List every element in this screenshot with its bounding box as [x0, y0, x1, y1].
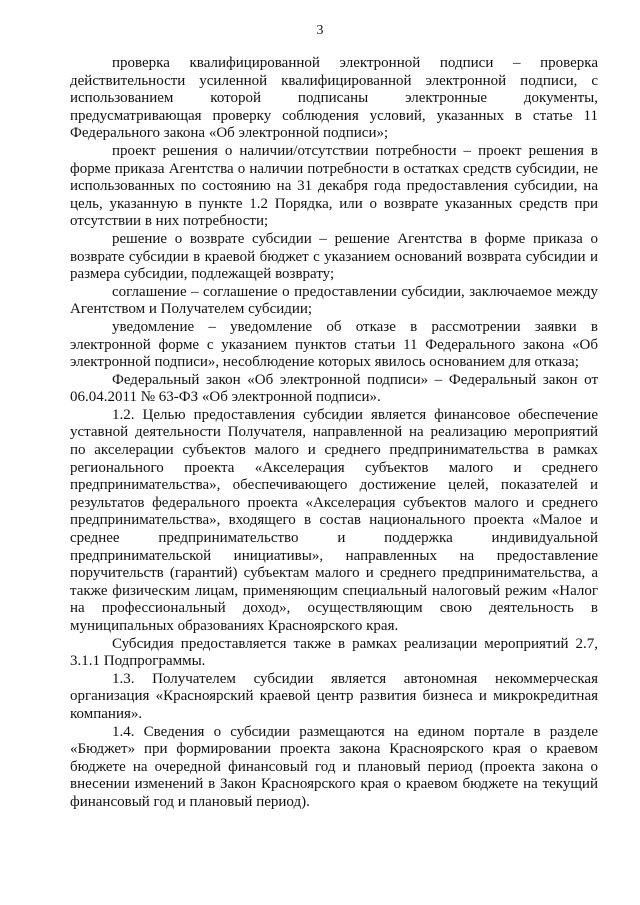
paragraph-definition-federal-law: Федеральный закон «Об электронной подписи» – Федеральный закон от 06.04.2011 № 63-ФЗ «Об электронной подписи».: [70, 371, 598, 406]
paragraph-definition-draft-decision: проект решения о наличии/отсутствии потребности – проект решения в форме приказа Агентства о наличии потребности в остатках средств субсидии, не использованных по состоянию на 31 декабря года предоставления субсидии, на цель, указанную в пункте 1.2 Порядка, или о возврате указанных средств при отсутствии в них потребности;: [70, 142, 598, 230]
paragraph-1-4: 1.4. Сведения о субсидии размещаются на едином портале в разделе «Бюджет» при формировании проекта закона Красноярского края о краевом бюджете на очередной финансовый год и плановый период (проекта закона о внесении изменений в Закон Красноярского края о краевом бюджете на текущий финансовый год и плановый период).: [70, 723, 598, 810]
paragraph-definition-notification: уведомление – уведомление об отказе в рассмотрении заявки в электронной форме с указанием пунктов статьи 11 Федерального закона «Об электронной подписи», несоблюдение которых явилось основанием для отказа;: [70, 318, 598, 371]
paragraph-definition-return-decision: решение о возврате субсидии – решение Агентства в форме приказа о возврате субсидии в краевой бюджет с указанием оснований возврата субсидии и размера субсидии, подлежащей возврату;: [70, 230, 598, 283]
paragraph-subsidy-measures: Субсидия предоставляется также в рамках реализации мероприятий 2.7, 3.1.1 Подпрограммы.: [70, 635, 598, 670]
page-number: 3: [316, 23, 324, 38]
paragraph-1-2: 1.2. Целью предоставления субсидии является финансовое обеспечение уставной деятельности Получателя, направленной на реализацию мероприятий по акселерации субъектов малого и среднего предпринимательства в рамках регионального проекта «Акселерация субъектов малого и среднего предпринимательства», обеспечивающего достижение целей, показателей и результатов федерального проекта «Акселерация субъектов малого и среднего предпринимательства», входящего в состав национального проекта «Малое и среднее предпринимательство и поддержка индивидуальной предпринимательской инициативы», направленных на предоставление поручительств (гарантий) субъектам малого и среднего предпринимательства, а также физическим лицам, применяющим специальный налоговый режим «Налог на профессиональный доход», осуществляющим свою деятельность в муниципальных образованиях Красноярского края.: [70, 406, 598, 634]
paragraph-definition-signature-check: проверка квалифицированной электронной подписи – проверка действительности усиленной квалифицированной электронной подписи, с использованием которой подписаны электронные документы, предусматривающая проверку соблюдения условий, указанных в статье 11 Федерального закона «Об электронной подписи»;: [70, 55, 598, 142]
paragraph-1-3: 1.3. Получателем субсидии является автономная некоммерческая организация «Красноярский краевой центр развития бизнеса и микрокредитная компания».: [70, 670, 598, 722]
document-body: [70, 55, 598, 812]
paragraph-definition-agreement: соглашение – соглашение о предоставлении субсидии, заключаемое между Агентством и Получателем субсидии;: [70, 283, 598, 318]
